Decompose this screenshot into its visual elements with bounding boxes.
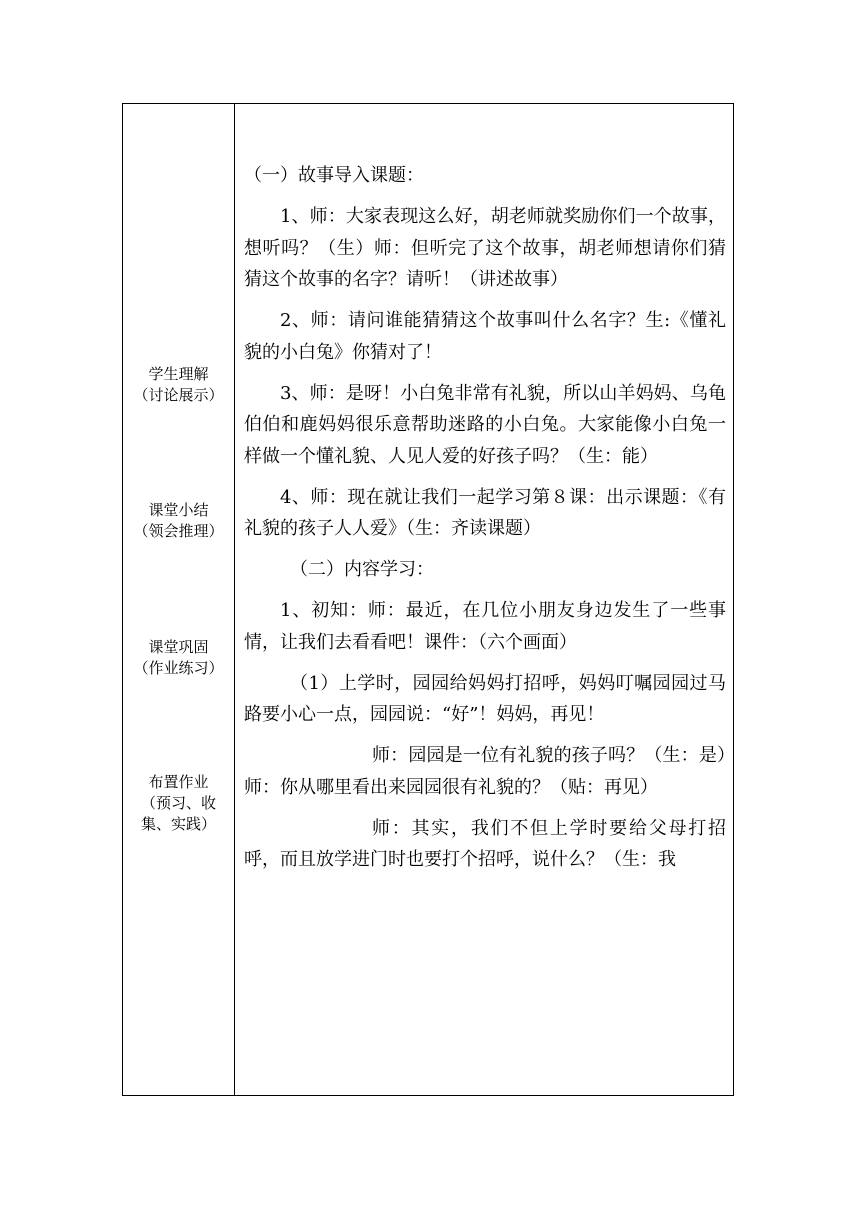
paragraph-8: 师：其实，我们不但上学时要给父母打招呼，而且放学进门时也要打个招呼，说什么？（生：我 (244, 817, 726, 870)
stage-label-student-understanding: 学生理解 （讨论展示） (133, 365, 224, 404)
section-title-story-intro: （一）故事导入课题： (244, 165, 424, 186)
content-column (235, 104, 733, 1095)
section-title-content-study: （二）内容学习： (290, 559, 434, 580)
paragraph-1: 1、师：大家表现这么好，胡老师就奖励你们一个故事，想听吗？（生）师：但听完了这个故事，胡老师想请你们猜猜这个故事的名字？请听！（讲述故事） (244, 206, 726, 290)
paragraph-5: 1、初知：师：最近，在几位小朋友身边发生了一些事情，让我们去看看吧！课件：（六个画面） (244, 600, 726, 653)
stage-column (123, 104, 234, 1095)
stage-label-class-summary: 课堂小结 （领会推理） (133, 501, 224, 540)
paragraph-6: （1）上学时，园园给妈妈打招呼，妈妈叮嘱园园过马路要小心一点，园园说：“好”！妈妈，再见！ (244, 672, 726, 725)
paragraph-2: 2、师：请问谁能猜猜这个故事叫什么名字？生:《懂礼貌的小白兔》你猜对了！ (244, 310, 726, 363)
lesson-content (244, 160, 726, 885)
paragraph-4: 4、师：现在就让我们一起学习第８课：出示课题：《有礼貌的孩子人人爱》（生：齐读课题） (244, 486, 726, 539)
paragraph-7: 师：园园是一位有礼貌的孩子吗？（生：是）师：你从哪里看出来园园很有礼貌的？（贴：再见） (244, 745, 726, 798)
stage-label-class-consolidation: 课堂巩固 （作业练习） (133, 638, 224, 677)
paragraph-3: 3、师：是呀！小白兔非常有礼貌，所以山羊妈妈、乌龟伯伯和鹿妈妈很乐意帮助迷路的小白兔。大家能像小白兔一样做一个懂礼貌、人见人爱的好孩子吗？（生：能） (244, 382, 726, 467)
stage-label-homework: 布置作业 （预习、收 集、实践） (140, 773, 216, 833)
lesson-plan-table (122, 103, 734, 1096)
